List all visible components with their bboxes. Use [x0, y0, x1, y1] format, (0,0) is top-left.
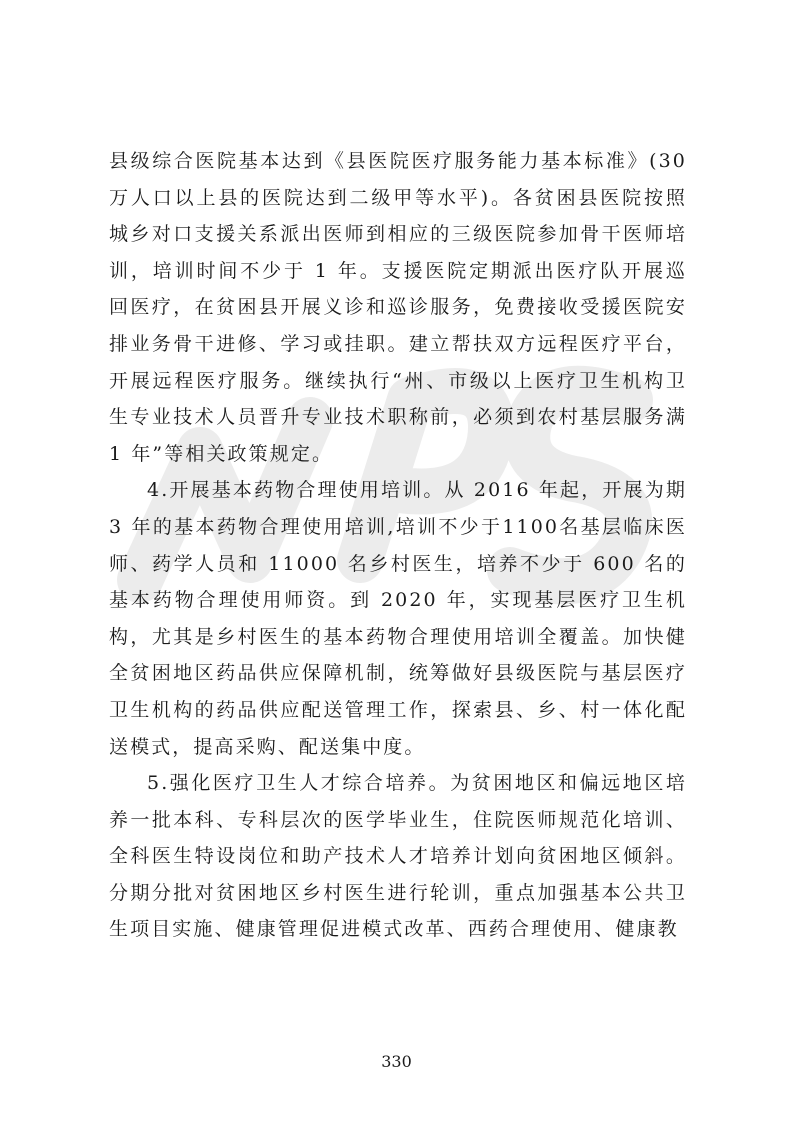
paragraph-item-5: 5.强化医疗卫生人才综合培养。为贫困地区和偏远地区培养一批本科、专科层次的医学毕业生，住院医师规范化培训、全科医生特设岗位和助产技术人才培养计划向贫困地区倾斜。分期分批对贫困地区乡村医生进行轮训，重点加强基本公共卫生项目实施、健康管理促进模式改革、西药合理使用、健康教 [109, 772, 687, 941]
page-number: 330 [381, 1052, 412, 1071]
paragraph-continuation: 县级综合医院基本达到《县医院医疗服务能力基本标准》(30万人口以上县的医院达到二级甲等水平)。各贫困县医院按照城乡对口支援关系派出医师到相应的三级医院参加骨干医师培训，培训时间不少于 1 年。支援医院定期派出医疗队开展巡回医疗，在贫困县开展义诊和巡诊服务，免费接收受援医院安排业务骨干进修、学习或挂职。建立帮扶双方远程医疗平台，开展远程医疗服务。继续执行“州、市级以上医疗卫生机构卫生专业技术人员晋升专业技术职称前，必须到农村基层服务满 1 年”等相关政策规定。 [109, 150, 687, 465]
paragraph-item-4: 4.开展基本药物合理使用培训。从 2016 年起，开展为期 3 年的基本药物合理使用培训,培训不少于1100名基层临床医师、药学人员和 11000 名乡村医生，培养不少于 600 名的基本药物合理使用师资。到 2020 年，实现基层医疗卫生机构，尤其是乡村医生的基本药物合理使用培训全覆盖。加快健全贫困地区药品供应保障机制，统筹做好县级医院与基层医疗卫生机构的药品供应配送管理工作，探索县、乡、村一体化配送模式，提高采购、配送集中度。 [109, 479, 687, 758]
body-text [109, 143, 687, 948]
